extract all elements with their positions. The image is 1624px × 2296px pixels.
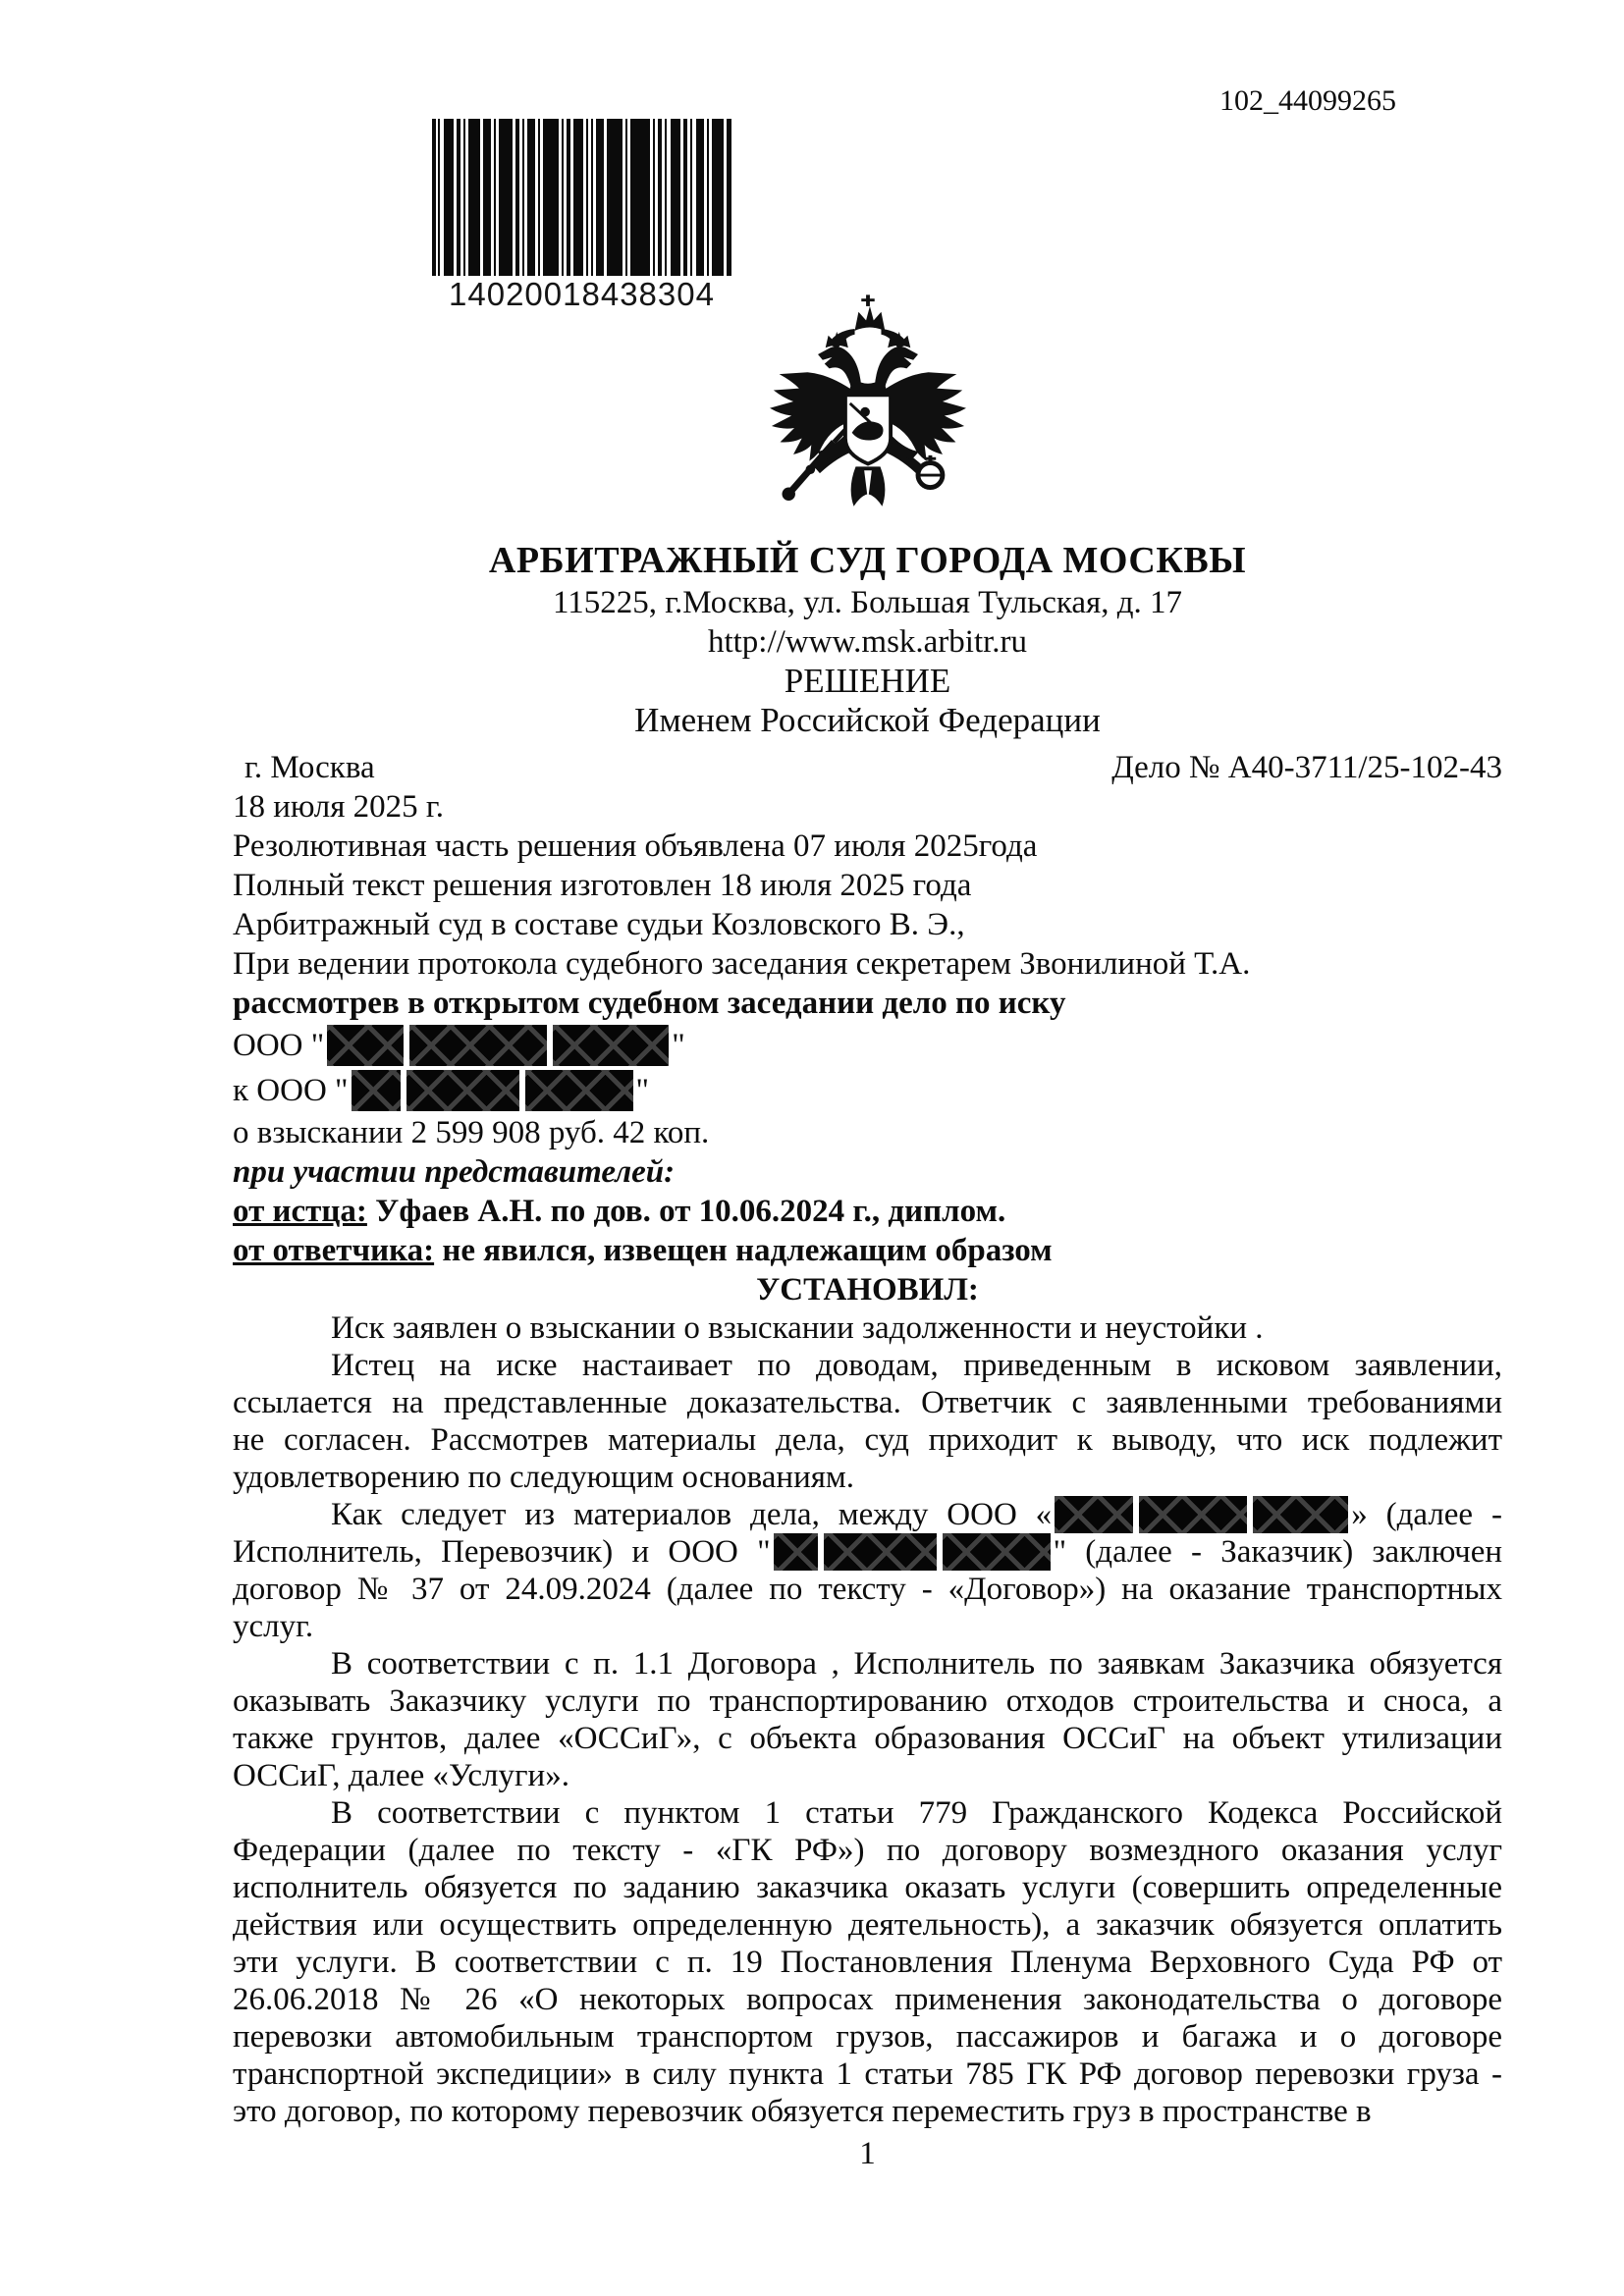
text-segment: » (далее - [1351,1497,1502,1532]
defendant-line [233,1068,1502,1113]
defendant-rep-label: от ответчика: [233,1233,435,1268]
plaintiff-prefix: ООО " [233,1028,325,1063]
redaction-box [1055,1496,1133,1533]
decision-body [233,1309,1502,2130]
redaction-box [409,1025,547,1066]
text-line: перевозки автомобильным транспортом грузов, пассажиров и багажа и о договоре [233,2019,1502,2055]
barcode-icon [432,118,731,277]
barcode-number: 14020018438304 [449,276,715,312]
text-line: Истец на иске настаивает по доводам, приведенным в исковом заявлении, [331,1348,1502,1383]
coat-of-arms [233,287,1502,523]
plaintiff-rep-text: Уфаев А.Н. по дов. от 10.06.2024 г., диплом. [375,1194,1006,1229]
text-line [233,1496,1502,1533]
redaction-box [327,1025,404,1066]
plaintiff-rep-line [233,1192,1502,1231]
plaintiff-rep-label: от истца: [233,1194,367,1229]
document-subtitle: Именем Российской Федерации [634,701,1101,739]
redaction-box [553,1025,669,1066]
text-line: ОССиГ, далее «Услуги». [233,1758,569,1793]
text-line: Федерации (далее по тексту - «ГК РФ») по договору возмездного оказания услуг [233,1833,1502,1868]
judge-line: Арбитражный суд в составе судьи Козловского В. Э., [233,907,965,942]
defendant-prefix: к ООО " [233,1073,349,1108]
text-line: действия или осуществить определенную деятельность), а заказчик обязуется оплатить [233,1907,1502,1943]
defendant-suffix: " [635,1073,649,1108]
redaction-box [352,1070,401,1111]
text-line: транспортной экспедиции» в силу пункта 1 статьи 785 ГК РФ договор перевозки груза - [233,2056,1502,2092]
court-name: АРБИТРАЖНЫЙ СУД ГОРОДА МОСКВЫ [488,540,1247,581]
text-line: В соответствии с п. 1.1 Договора , Исполнитель по заявкам Заказчика обязуется [331,1646,1502,1682]
redaction-box [1253,1496,1348,1533]
redaction-box [774,1533,818,1571]
text-line: оказывать Заказчику услуги по транспортированию отходов строительства и сноса, а [233,1683,1502,1719]
redaction-box [406,1070,519,1111]
text-line: удовлетворению по следующим основаниям. [233,1460,855,1495]
full-text-line: Полный текст решения изготовлен 18 июля 2025 года [233,868,972,903]
text-segment: Как следует из материалов дела, между ООО « [331,1497,1053,1532]
defendant-rep-line [233,1231,1502,1270]
text-line: не согласен. Рассмотрев материалы дела, суд приходит к выводу, что иск подлежит [233,1422,1502,1458]
claim-line: о взыскании 2 599 908 руб. 42 коп. [233,1115,710,1150]
redaction-box [525,1070,633,1111]
text-line: 26.06.2018 № 26 «О некоторых вопросах применения законодательства о договоре [233,1982,1502,2017]
city: г. Москва [244,750,375,785]
double-headed-eagle-icon [745,287,991,518]
defendant-rep-text: не явился, извещен надлежащим образом [442,1233,1053,1268]
redaction-box [943,1533,1051,1571]
text-segment: " (далее - Заказчик) заключен [1053,1534,1502,1570]
participants-line: при участии представителей: [233,1154,676,1190]
text-line: В соответствии с пунктом 1 статьи 779 Гражданского Кодекса Российской [331,1795,1502,1831]
plaintiff-line [233,1023,1502,1068]
redaction-box [824,1533,937,1571]
document-number: 102_44099265 [1219,84,1396,117]
established-heading: УСТАНОВИЛ: [756,1272,979,1308]
text-line: исполнитель обязуется по заданию заказчика оказать услуги (совершить определенные [233,1870,1502,1905]
barcode-block [432,118,731,312]
text-line [233,1533,1502,1571]
text-line: ссылается на представленные доказательства. Ответчик с заявленными требованиями [233,1385,1502,1420]
text-segment: Исполнитель, Перевозчик) и ООО " [233,1534,771,1570]
text-line: услуг. [233,1609,314,1644]
text-line: эти услуги. В соответствии с п. 19 Постановления Пленума Верховного Суда РФ от [233,1945,1502,1980]
secretary-line: При ведении протокола судебного заседания секретарем Звонилиной Т.А. [233,946,1251,982]
case-number: Дело № А40-3711/25-102-43 [1111,750,1502,785]
city-case-row [233,748,1502,787]
text-line: это договор, по которому перевозчик обязуется переместить груз в пространстве в [233,2094,1372,2129]
page-number: 1 [859,2136,876,2171]
court-url: http://www.msk.arbitr.ru [707,624,1028,660]
text-line: договор № 37 от 24.09.2024 (далее по тексту - «Договор») на оказание транспортных [233,1572,1502,1607]
document-type-title: РЕШЕНИЕ [784,662,951,700]
text-line: Иск заявлен о взыскании о взыскании задолженности и неустойки . [331,1310,1264,1346]
redaction-box [1139,1496,1247,1533]
decision-date: 18 июля 2025 г. [233,789,444,825]
court-address: 115225, г.Москва, ул. Большая Тульская, д. 17 [552,585,1183,620]
document-header [233,538,1502,740]
plaintiff-suffix: " [672,1028,685,1063]
resolutive-announced-line: Резолютивная часть решения объявлена 07 июля 2025года [233,828,1038,864]
text-line: также грунтов, далее «ОССиГ», с объекта образования ОССиГ на объект утилизации [233,1721,1502,1756]
case-requisites [233,748,1502,1309]
considered-line: рассмотрев в открытом судебном заседании дело по иску [233,986,1066,1021]
